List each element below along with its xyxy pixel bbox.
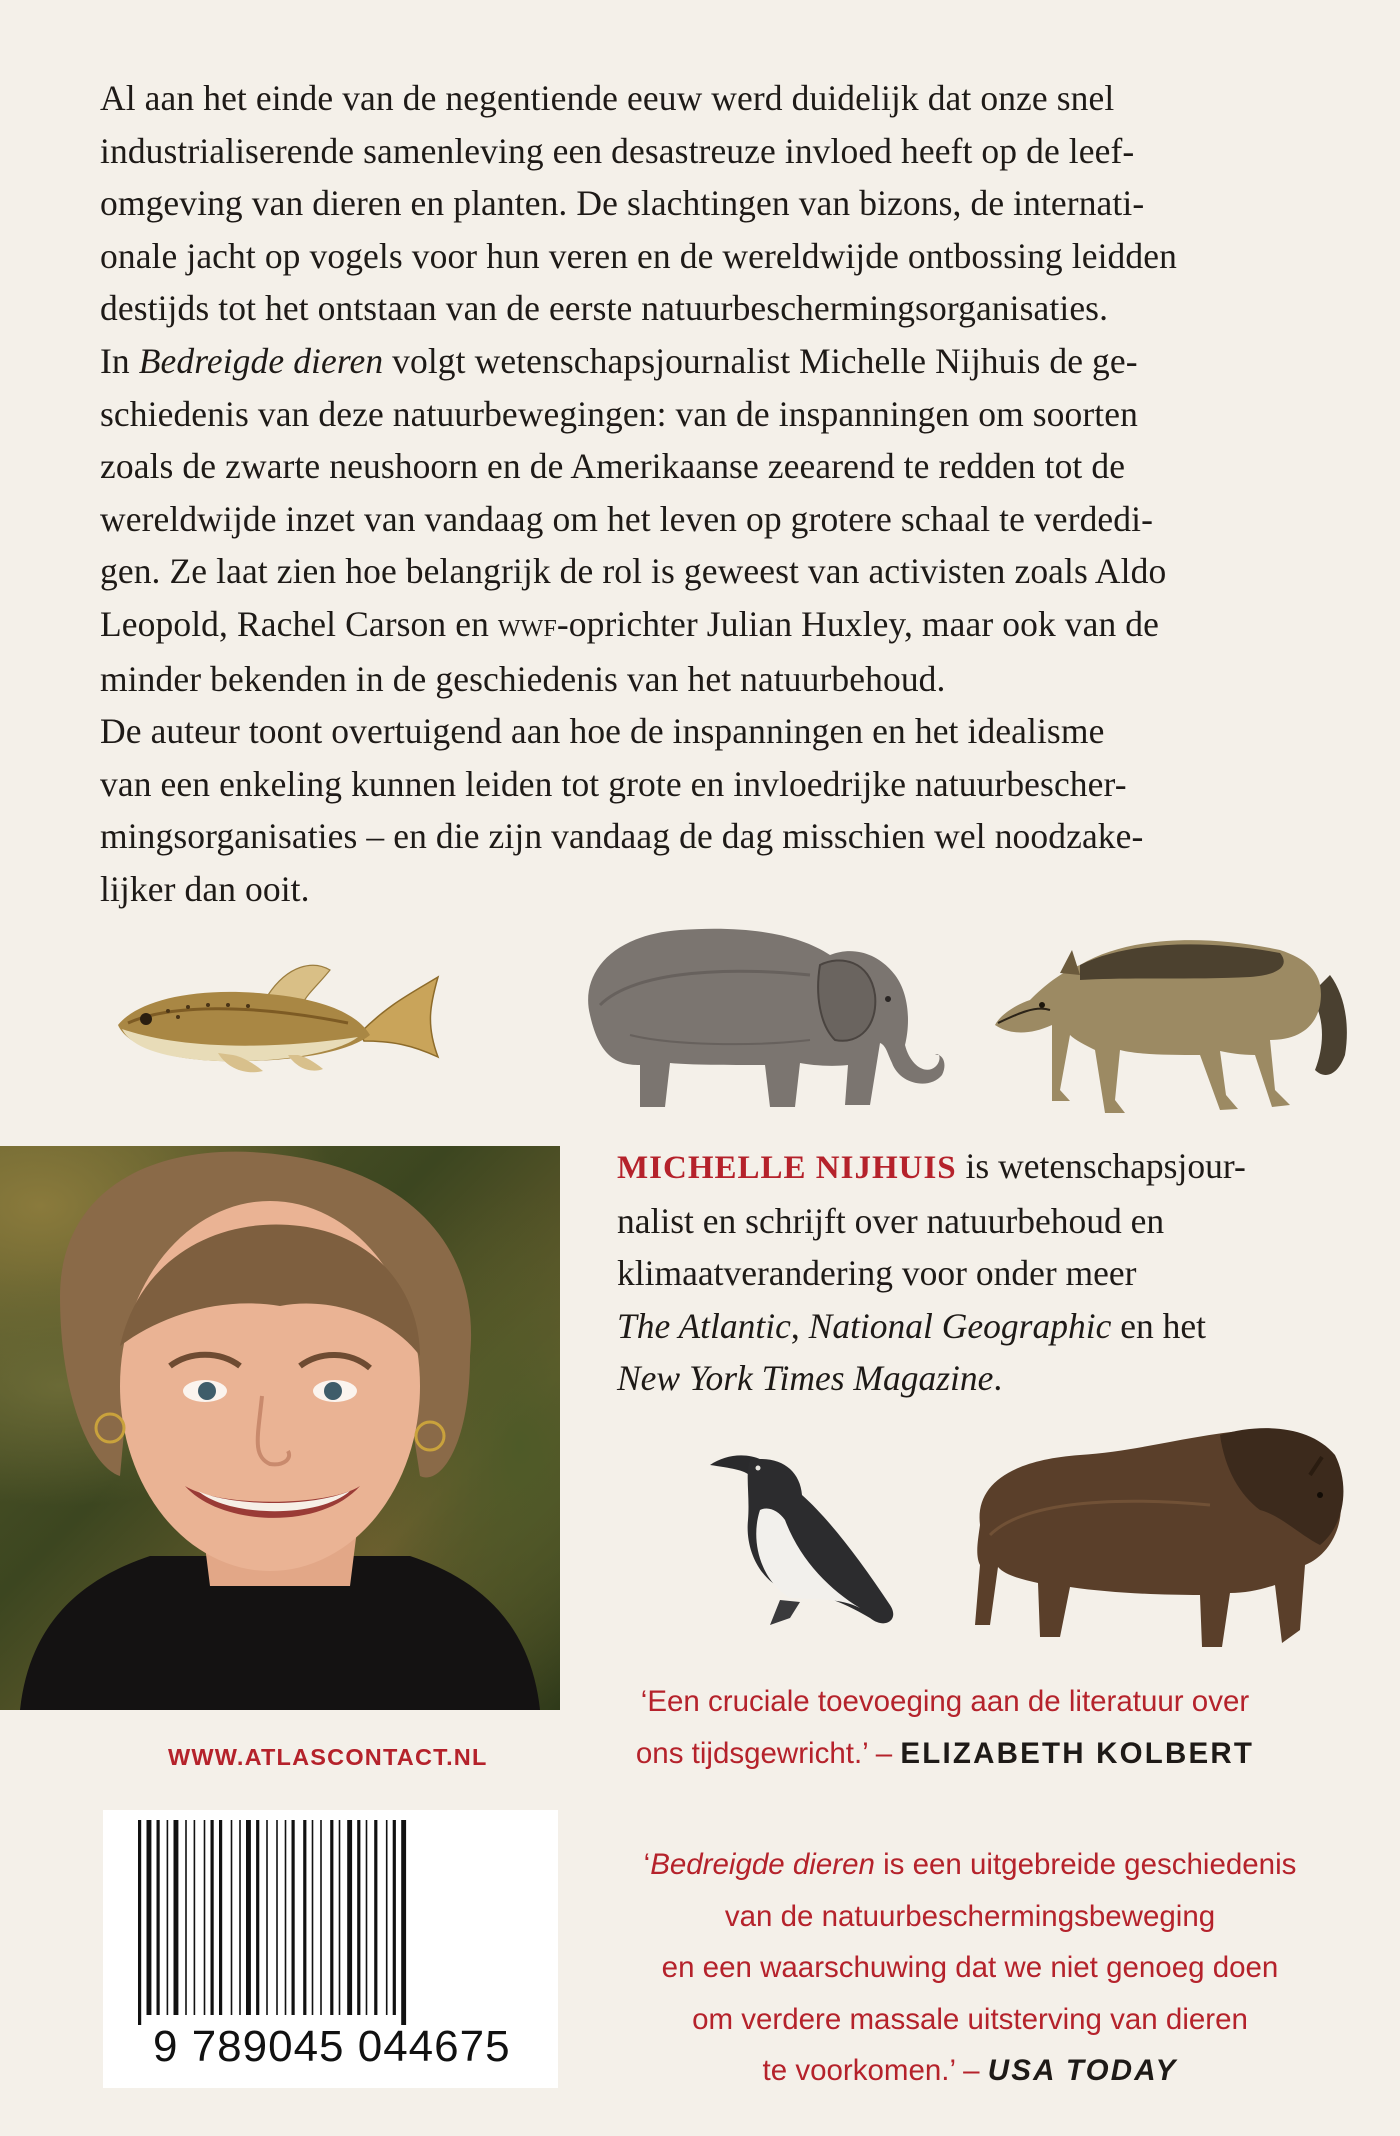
barcode-bar — [174, 1820, 179, 2015]
book-blurb — [100, 72, 1330, 916]
blurb-line: minder bekenden in de geschiedenis van het natuurbehoud. — [100, 658, 946, 699]
barcode-bar — [219, 1820, 222, 2015]
author-name: MICHELLE NIJHUIS — [617, 1150, 957, 1186]
quote-line — [615, 1728, 1275, 1780]
blurb-line: gen. Ze laat zien hoe belangrijk de rol is geweest van activisten zoals Aldo — [100, 551, 1167, 592]
elephant-illustration — [570, 915, 955, 1120]
barcode-bar — [157, 1820, 160, 2015]
barcode-bar — [303, 1820, 306, 2015]
quote-text: ons tijdsgewricht.’ – — [635, 1736, 901, 1770]
blurb-line: van een enkeling kunnen leiden tot grote en invloedrijke natuurbescher- — [100, 763, 1127, 804]
blurb-line — [100, 598, 1330, 653]
wwf-abbreviation: wwf — [497, 606, 557, 644]
barcode-bar — [386, 1820, 388, 2015]
great-auk-illustration — [690, 1440, 915, 1645]
blurb-line: Al aan het einde van de negentiende eeuw werd duidelijk dat onze snel — [100, 78, 1115, 118]
blurb-line: destijds tot het ontstaan van de eerste natuurbeschermingsorganisaties. — [100, 288, 1109, 329]
author-bio — [617, 1140, 1337, 1405]
blurb-line: mingsorganisaties – en die zijn vandaag de dag misschien wel noodzake- — [100, 816, 1144, 857]
blurb-line — [100, 335, 1330, 388]
publication-national-geographic: National Geographic — [808, 1305, 1112, 1346]
barcode-bar — [194, 1820, 196, 2015]
barcode-bar — [204, 1820, 206, 2015]
author-portrait — [0, 1146, 560, 1710]
barcode-bar — [239, 1820, 241, 2015]
bio-text: en het — [1111, 1305, 1207, 1346]
isbn-number: 9 789045 044675 — [153, 2022, 511, 2071]
barcode-bar — [347, 1820, 352, 2015]
barcode-bar — [256, 1820, 259, 2015]
barcode-bar — [366, 1820, 368, 2015]
publication-nyt-magazine: New York Times Magazine — [617, 1358, 994, 1399]
quote-text: ‘ — [643, 1848, 651, 1881]
blurb-line: De auteur toont overtuigend aan hoe de inspanningen en het idealisme — [100, 711, 1105, 752]
barcode-bar — [147, 1820, 152, 2015]
blurb-line: industrialiserende samenleving een desastreuze invloed heeft op de leef- — [100, 130, 1135, 171]
barcode-bar — [276, 1820, 278, 2015]
review-quote-usa-today — [600, 1839, 1340, 2097]
barcode-bar — [231, 1820, 233, 2015]
barcode-bar — [185, 1820, 187, 2015]
book-title-italic: Bedreigde dieren — [650, 1848, 875, 1881]
publisher-website: WWW.ATLASCONTACT.NL — [168, 1744, 488, 1770]
barcode-bar — [285, 1820, 287, 2015]
author-photo — [0, 1146, 560, 1710]
book-title-italic: Bedreigde dieren — [138, 340, 384, 381]
quote-line — [600, 2045, 1340, 2097]
blurb-text: Leopold, Rachel Carson en — [100, 603, 498, 644]
bison-illustration — [960, 1415, 1355, 1665]
barcode-bar — [339, 1820, 341, 2015]
barcode-bar — [266, 1820, 268, 2015]
barcode-bar — [357, 1820, 360, 2015]
isbn-barcode — [103, 1810, 558, 2088]
barcode-bar — [374, 1820, 377, 2015]
barcode-bar — [393, 1820, 396, 2015]
quote-line — [600, 1839, 1340, 1891]
quote-author: ELIZABETH KOLBERT — [900, 1736, 1255, 1770]
barcode-bar — [401, 1820, 406, 2025]
blurb-text: -oprichter Julian Huxley, maar ook van de — [556, 603, 1160, 644]
blurb-line: omgeving van dieren en planten. De slachtingen van bizons, de internati- — [100, 183, 1145, 224]
blurb-line: zoals de zwarte neushoorn en de Amerikaanse zeearend te redden tot de — [100, 446, 1126, 487]
bio-line — [617, 1140, 1337, 1195]
bio-text: . — [993, 1358, 1003, 1399]
barcode-bar — [292, 1820, 295, 2015]
quote-line: om verdere massale uitsterving van dieren — [692, 2002, 1248, 2036]
bio-line: klimaatverandering voor onder meer — [617, 1253, 1137, 1294]
quote-author: USA TODAY — [987, 2054, 1178, 2087]
quote-line: ‘Een cruciale toevoeging aan de literatuur over — [640, 1685, 1250, 1718]
bio-text: , — [790, 1305, 809, 1346]
barcode-bar — [138, 1820, 141, 2025]
review-quote-kolbert — [615, 1676, 1275, 1779]
barcode-bar — [320, 1820, 322, 2015]
wolf-illustration — [990, 905, 1355, 1125]
blurb-line: lijker dan ooit. — [100, 868, 310, 909]
barcode-bar — [167, 1820, 169, 2015]
fish-illustration — [108, 945, 488, 1090]
blurb-line: schiedenis van deze natuurbewegingen: van de inspanningen om soorten — [100, 393, 1138, 434]
publication-the-atlantic: The Atlantic — [617, 1305, 791, 1346]
blurb-text: In — [100, 340, 139, 381]
blurb-line: onale jacht op vogels voor hun veren en de wereldwijde ontbossing leidden — [100, 235, 1177, 276]
barcode-bar — [312, 1820, 314, 2015]
quote-text: te voorkomen.’ – — [762, 2054, 988, 2087]
barcode-bar — [246, 1820, 251, 2015]
quote-line: en een waarschuwing dat we niet genoeg doen — [661, 1951, 1279, 1984]
barcode-bar — [330, 1820, 333, 2015]
bio-line: nalist en schrijft over natuurbehoud en — [617, 1200, 1165, 1241]
bio-text: is wetenschapsjour- — [956, 1146, 1246, 1186]
blurb-text: volgt wetenschapsjournalist Michelle Nijhuis de ge- — [383, 340, 1138, 381]
quote-line: van de natuurbeschermingsbeweging — [724, 1899, 1216, 1933]
bio-line — [617, 1352, 1337, 1405]
bio-line — [617, 1300, 1337, 1353]
quote-text: is een uitgebreide geschiedenis — [874, 1848, 1297, 1881]
blurb-line: wereldwijde inzet van vandaag om het leven op grotere schaal te verdedi- — [100, 498, 1154, 539]
barcode-bar — [211, 1820, 214, 2015]
